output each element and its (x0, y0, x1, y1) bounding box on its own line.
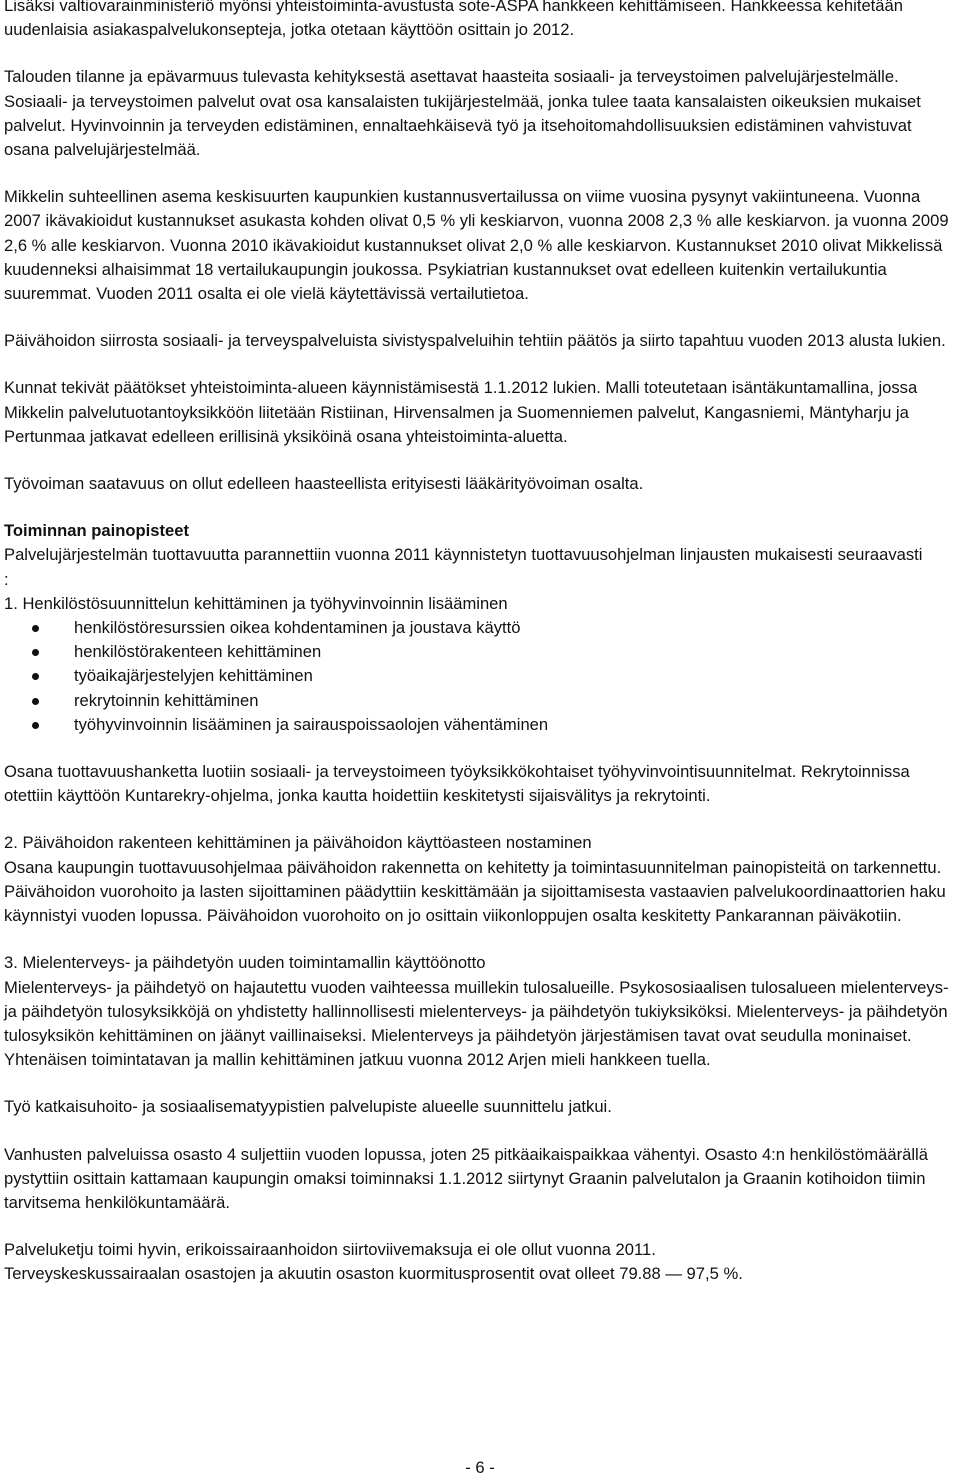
item-3-text: Mielenterveys- ja päihdetyö on hajautettu vuoden vaihteessa muillekin tulosalueille. Psykososiaalisen tulosalueen mielenterveys- ja päihdetyön tulosyksikköjä on yhdistetty hallinnollisesti mielenterveys- ja päihdetyön tukiyksiköksi. Mielenterveys- ja päihdetyön tulosyksikön kehittäminen on jäänyt vaillinaiseksi. Mielenterveys ja päihdetyön järjestämisen tavat ovat seudulla moninaiset. Yhtenäisen toimintatavan ja mallin kehittäminen jatkuu vuonna 2012 Arjen mieli hankkeen tuella. (4, 977, 949, 1070)
bullet-icon (32, 673, 39, 680)
bullet-icon (32, 722, 39, 729)
item-1-text: Osana tuottavuushanketta luotiin sosiaali- ja terveystoimeen työyksikkökohtaiset työhyvinvointisuunnitelmat. Rekrytoinnissa otettiin käyttöön Kuntarekry-ohjelma, jonka kautta hoidettiin keskitetysti sijaisvälitys ja rekrytointi. (4, 762, 910, 806)
paragraph-avustus: Lisäksi valtiovarainministeriö myönsi yhteistoiminta-avustusta sote-ASPA hankkeen kehittämiseen. Hankkeessa kehitetään uudenlaisia asiakaspalvelukonsepteja, jotka otetaan käyttöön osittain jo 2012. (4, 0, 903, 40)
list-item (4, 616, 954, 640)
paragraph-paivahoidon-siirto: Päivähoidon siirrosta sosiaali- ja terveyspalveluista sivistyspalveluihin tehtiin päätös ja siirto tapahtuu vuoden 2013 alusta lukien. (4, 331, 946, 351)
paragraph-vanhusten-palvelut: Vanhusten palveluissa osasto 4 suljettiin vuoden lopussa, joten 25 pitkäaikaispaikkaa vähentyi. Osasto 4:n henkilöstömäärällä pystyttiin osittain kattamaan kaupungin omaksi toiminnaksi 1.1.2012 siirtynyt Graanin palvelutalon ja Graanin kotihoidon tiimin tarvitsema henkilökuntamäärä. (4, 1144, 928, 1212)
paragraph-kustannusvertailu: Mikkelin suhteellinen asema keskisuurten kaupunkien kustannusvertailussa on viime vuosina pysynyt vakiintuneena. Vuonna 2007 ikävakioidut kustannukset asukasta kohden olivat 0,5 % yli keskiarvon, vuonna 2008 2,3 % alle keskiarvon. ja vuonna 2009 2,6 % alle keskiarvon. Vuonna 2010 ikävakioidut kustannukset olivat 2,0 % alle keskiarvon. Kustannukset 2010 olivat Mikkelissä kuudenneksi alhaisimmat 18 vertailukaupungin joukossa. Psykiatrian kustannukset ovat edelleen kuitenkin vertailukuntia suuremmat. Vuoden 2011 osalta ei ole vielä käytettävissä vertailutietoa. (4, 187, 949, 304)
section-intro: Palvelujärjestelmän tuottavuutta parannettiin vuonna 2011 käynnistetyn tuottavuusohjelman linjausten mukaisesti seuraavasti (4, 545, 923, 565)
bullet-icon (32, 698, 39, 705)
list-item-text: rekrytoinnin kehittäminen (74, 690, 259, 710)
item-2-text: Osana kaupungin tuottavuusohjelmaa päivähoidon rakennetta on kehitetty ja toimintasuunnitelman painopisteitä on tarkennettu. Päivähoidon vuorohoito ja lasten sijoittaminen päädyttiin keskittämään ja sijoittamisesta vastaavien palvelukoordinaattorien haku käynnistyi vuoden lopussa. Päivähoidon vuorohoito on jo osittain viikonloppujen osalta keskitetty Pankarannan päiväkotiin. (4, 857, 946, 926)
page-number: - 6 - (465, 1458, 495, 1477)
list-item-text: työaikajärjestelyjen kehittäminen (74, 666, 313, 686)
document-page (4, 0, 954, 1287)
section-intro-colon: : (4, 569, 9, 589)
paragraph-palveluketju: Palveluketju toimi hyvin, erikoissairaanhoidon siirtoviivemaksuja ei ole ollut vuonna 2011. (4, 1240, 656, 1260)
paragraph-kuormitusprosentit: Terveyskeskussairaalan osastojen ja akuutin osaston kuormitusprosentit ovat olleet 79.88 — 97,5 %. (4, 1264, 743, 1284)
item-1-bullet-list (4, 616, 954, 737)
list-item-text: työhyvinvoinnin lisääminen ja sairauspoissaolojen vähentäminen (74, 714, 549, 734)
item-1-title: 1. Henkilöstösuunnittelun kehittäminen ja työhyvinvoinnin lisääminen (4, 593, 508, 613)
bullet-icon (32, 625, 39, 632)
list-item (4, 689, 954, 713)
list-item-text: henkilöstörakenteen kehittäminen (74, 642, 322, 662)
list-item-text: henkilöstöresurssien oikea kohdentaminen ja joustava käyttö (74, 618, 521, 638)
paragraph-tyovoima: Työvoiman saatavuus on ollut edelleen haasteellista erityisesti lääkärityövoiman osalta. (4, 474, 644, 494)
paragraph-katkaisuhoito: Työ katkaisuhoito- ja sosiaalisematyypistien palvelupiste alueelle suunnittelu jatkui. (4, 1097, 612, 1117)
paragraph-talouden-tilanne: Talouden tilanne ja epävarmuus tulevasta kehityksestä asettavat haasteita sosiaali- ja terveystoimen palvelujärjestelmälle. Sosiaali- ja terveystoimen palvelut ovat osa kansalaisten tukijärjestelmää, jonka tulee taata kansalaisten oikeuksien mukaiset palvelut. Hyvinvoinnin ja terveyden edistäminen, ennaltaehkäisevä työ ja itsehoitomahdollisuuksien edistäminen vahvistuvat osana palvelujärjestelmää. (4, 67, 921, 160)
item-3-title: 3. Mielenterveys- ja päihdetyön uuden toimintamallin käyttöönotto (4, 953, 486, 973)
section-heading: Toiminnan painopisteet (4, 521, 189, 541)
bullet-icon (32, 649, 39, 656)
list-item (4, 664, 954, 688)
list-item (4, 640, 954, 664)
paragraph-yhteistoiminta-alue: Kunnat tekivät päätökset yhteistoiminta-alueen käynnistämisestä 1.1.2012 lukien. Malli toteutetaan isäntäkuntamallina, jossa Mikkelin palvelutuotantoyksikköön liitetään Ristiinan, Hirvensalmen ja Suomenniemen palvelut, Kangasniemi, Mäntyharju ja Pertunmaa jatkavat edelleen erillisinä yksiköinä osana yhteistoiminta-aluetta. (4, 378, 918, 446)
list-item (4, 713, 954, 737)
item-2-title: 2. Päivähoidon rakenteen kehittäminen ja päivähoidon käyttöasteen nostaminen (4, 833, 592, 853)
